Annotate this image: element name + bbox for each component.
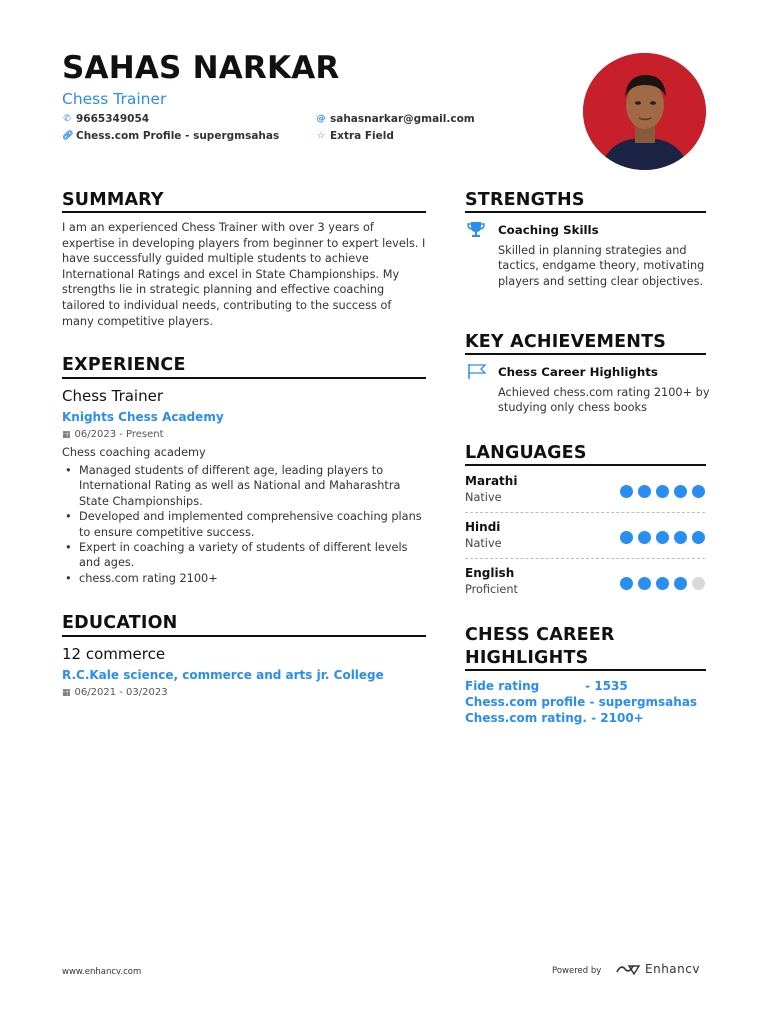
rating-dot-filled [620,577,633,590]
rating-dot-filled [638,577,651,590]
education-heading: EDUCATION [62,613,178,633]
list-item: • Managed students of different age, leading players to International Rating as well as National and Maharashtra State Championships. [62,463,426,509]
education-dates-text: 06/2021 - 03/2023 [74,687,168,698]
rating-dot-filled [656,531,669,544]
job-dates-text: 06/2023 - Present [74,429,164,440]
calendar-icon: ▦ [62,429,71,440]
rating-dot-filled [656,485,669,498]
education-school: R.C.Kale science, commerce and arts jr. College [62,668,384,682]
contact-email[interactable] [316,113,475,125]
experience-heading: EXPERIENCE [62,355,186,375]
experience-bullets [62,463,426,586]
rating-dot-filled [674,485,687,498]
candidate-name: SAHAS NARKAR [62,50,340,86]
highlight-line: Chess.com rating. - 2100+ [465,711,644,725]
rating-dot-filled [620,531,633,544]
rating-dot-filled [674,577,687,590]
highlight-line: Fide rating - 1535 [465,679,628,693]
language-separator [465,558,705,559]
email-text: sahasnarkar@gmail.com [330,113,475,125]
strengths-divider [465,211,706,213]
language-rating [620,577,705,590]
flag-icon [467,363,487,381]
link-icon: 🔗︎ [62,131,74,141]
highlights-divider [465,669,706,671]
list-item: • Developed and implemented comprehensive coaching plans to ensure competitive success. [62,509,426,540]
trophy-icon [467,221,487,239]
language-row-marathi [465,474,705,520]
summary-text: I am an experienced Chess Trainer with over 3 years of expertise in developing players from beginner to expert levels. I have successfully guided multiple students to achieve International Ratings and excel in State Championships. My strengths lie in strategic planning and effective coaching tailored to individual needs, contributing to the success of many competitive players. [62,221,426,328]
rating-dot-filled [674,531,687,544]
language-row-english [465,566,705,612]
summary-divider [62,211,426,213]
profile-photo [583,53,706,170]
list-item: • Expert in coaching a variety of students of different levels and ages. [62,540,426,571]
strengths-heading: STRENGTHS [465,190,585,210]
list-item: • chess.com rating 2100+ [62,571,426,586]
language-level: Native [465,491,502,504]
footer-powered-by: Powered by [552,966,602,976]
job-dates [62,429,164,440]
language-name: Marathi [465,474,518,488]
profile-text: Chess.com Profile - supergmsahas [76,130,280,142]
achievements-divider [465,353,706,355]
highlights-heading-line1: CHESS CAREER [465,625,615,645]
phone-icon: ✆ [63,114,71,124]
extra-text: Extra Field [330,130,394,142]
language-name: Hindi [465,520,501,534]
language-name: English [465,566,515,580]
languages-divider [465,464,706,466]
at-icon: @ [316,114,326,124]
language-rating [620,531,705,544]
profile-photo-illustration [583,53,706,170]
education-divider [62,635,426,637]
company-name: Knights Chess Academy [62,410,224,424]
contact-extra-field [316,130,394,142]
strength-title: Coaching Skills [498,223,599,237]
calendar-icon: ▦ [62,687,71,698]
contact-phone[interactable] [62,113,149,125]
highlights-heading-line2: HIGHLIGHTS [465,648,589,668]
enhancv-logo-icon [615,962,641,976]
rating-dot-filled [692,531,705,544]
contact-profile-link[interactable] [62,130,279,142]
language-level: Native [465,537,502,550]
language-level: Proficient [465,583,518,596]
rating-dot-filled [638,531,651,544]
candidate-title: Chess Trainer [62,90,167,108]
achievements-heading: KEY ACHIEVEMENTS [465,332,667,352]
rating-dot-filled [620,485,633,498]
languages-heading: LANGUAGES [465,443,587,463]
phone-text: 9665349054 [76,113,150,125]
language-row-hindi [465,520,705,566]
rating-dot-filled [656,577,669,590]
footer-url[interactable]: www.enhancv.com [62,967,142,977]
rating-dot-filled [638,485,651,498]
summary-heading: SUMMARY [62,190,164,210]
language-separator [465,512,705,513]
company-description: Chess coaching academy [62,446,206,459]
footer-brand-logo[interactable] [615,962,700,976]
brand-name: Enhancv [645,962,700,976]
highlight-line: Chess.com profile - supergmsahas [465,695,698,709]
achievement-text: Achieved chess.com rating 2100+ by studying only chess books [498,386,710,415]
achievement-title: Chess Career Highlights [498,365,658,379]
rating-dot-filled [692,485,705,498]
rating-dot-empty [692,577,705,590]
experience-divider [62,377,426,379]
strength-text: Skilled in planning strategies and tactics, endgame theory, motivating players and setting clear objectives. [498,244,705,288]
education-dates [62,687,168,698]
star-icon: ☆ [316,131,326,141]
education-degree: 12 commerce [62,645,166,663]
language-rating [620,485,705,498]
job-title: Chess Trainer [62,387,163,405]
